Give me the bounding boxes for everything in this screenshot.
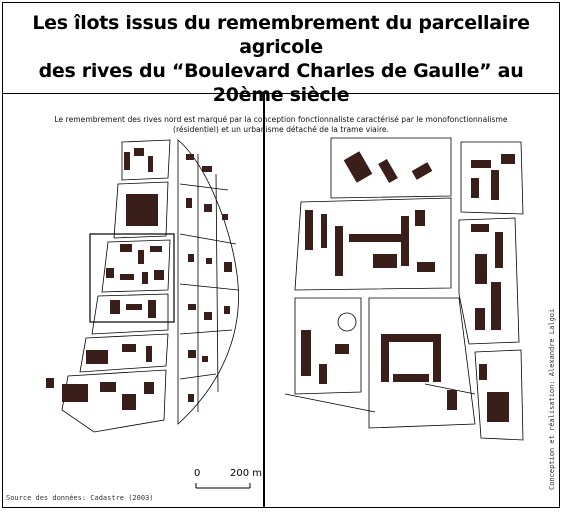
scale-bar — [190, 468, 270, 498]
building — [122, 344, 136, 352]
building — [447, 390, 457, 410]
building — [224, 262, 232, 272]
building — [202, 356, 208, 362]
building — [471, 224, 489, 232]
building — [479, 364, 487, 380]
building — [433, 342, 441, 382]
building — [319, 364, 327, 384]
building — [138, 250, 144, 264]
building — [224, 306, 230, 314]
building — [415, 210, 425, 226]
building — [417, 262, 435, 272]
block-outline — [295, 198, 451, 290]
title-line-2: des rives du “Boulevard Charles de Gaulle” au 20ème siècle — [38, 60, 524, 106]
building — [349, 234, 405, 242]
building — [495, 232, 503, 268]
building — [401, 216, 409, 266]
building — [475, 308, 485, 330]
map-header — [2, 2, 560, 134]
building — [148, 156, 153, 172]
building — [491, 282, 501, 330]
building — [186, 198, 192, 208]
old-town-outline — [178, 140, 239, 424]
building — [381, 342, 389, 382]
building — [148, 300, 156, 318]
building — [202, 166, 212, 172]
building — [501, 154, 515, 164]
building — [134, 148, 144, 156]
building — [120, 244, 132, 252]
overview-map — [2, 94, 265, 508]
building — [204, 312, 212, 320]
building — [186, 154, 194, 160]
building — [335, 226, 343, 276]
detail-map — [265, 94, 560, 508]
block-outline — [92, 294, 168, 334]
building — [393, 374, 429, 382]
building — [46, 378, 54, 388]
building — [126, 304, 142, 310]
scale-start-label: 0 — [194, 468, 201, 479]
building — [154, 270, 164, 280]
street — [180, 234, 236, 244]
scale-end-label: 200 m — [230, 468, 263, 479]
building — [305, 210, 313, 250]
building — [373, 254, 397, 268]
building — [335, 344, 349, 354]
building — [475, 254, 487, 284]
building — [471, 160, 491, 168]
building — [120, 274, 134, 280]
street — [180, 184, 228, 190]
building — [188, 394, 194, 402]
block-outline — [459, 218, 519, 344]
building — [381, 334, 441, 342]
subtitle-line-1: Le remembrement des rives nord est marqué par la conception fonctionnaliste caractérisé par le monofonctionnalisme — [54, 115, 508, 124]
building — [412, 162, 433, 180]
building — [487, 392, 509, 422]
building — [124, 152, 130, 170]
building — [344, 151, 373, 183]
building — [150, 246, 162, 252]
building — [142, 272, 148, 284]
building — [301, 330, 311, 376]
street — [285, 394, 375, 412]
building — [188, 350, 196, 358]
roundabout — [338, 313, 356, 331]
street — [180, 330, 232, 334]
building — [106, 268, 114, 278]
building — [62, 384, 88, 402]
building — [86, 350, 108, 364]
building — [146, 346, 152, 362]
building — [378, 159, 398, 183]
building — [188, 254, 194, 262]
building — [204, 204, 212, 212]
map-title — [2, 11, 560, 107]
building — [471, 178, 479, 198]
building — [144, 382, 154, 394]
subtitle-line-2: (résidentiel) et un urbanisme détaché de la trame viaire. — [172, 125, 389, 134]
data-source-note: Source des données: Cadastre (2003) — [6, 494, 154, 502]
building — [222, 214, 228, 220]
title-line-1: Les îlots issus du remembrement du parcellaire agricole — [32, 12, 530, 58]
street — [216, 174, 218, 392]
building — [110, 300, 120, 314]
building — [122, 394, 136, 410]
building — [321, 214, 327, 248]
building — [126, 194, 158, 226]
scale-bar-line — [190, 468, 270, 498]
overview-map-panel — [2, 94, 265, 508]
building — [100, 382, 116, 392]
street — [180, 284, 238, 290]
author-credit: Conception et réalisation: Alexandre Lalgoi — [548, 308, 556, 490]
building — [491, 170, 499, 200]
building — [188, 304, 196, 310]
building — [206, 258, 212, 264]
detail-map-panel — [265, 94, 560, 508]
